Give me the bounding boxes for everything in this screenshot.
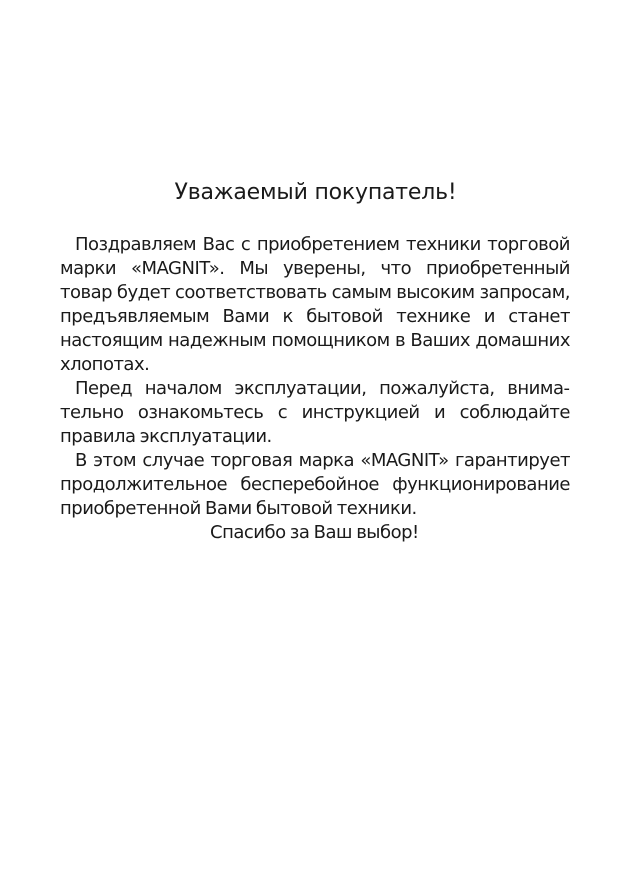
greeting-text xyxy=(60,233,570,545)
paragraph-instructions: Перед началом эксплуатации, пожалуйста, внимательно ознакомьтесь с инструкцией и соблюдайте правила эксплуатации. xyxy=(60,378,570,447)
paragraph-guarantee: В этом случае торговая марка «MAGNIT» гарантирует продолжительное бесперебойное функционирование приобретенной Вами бытовой техники. xyxy=(60,450,570,519)
closing-thanks: Спасибо за Ваш выбор! xyxy=(210,522,419,543)
page-title: Уважаемый покупатель! xyxy=(174,180,457,205)
paragraph-congratulations: Поздравляем Вас с приобретением техники торговой марки «MAGNIT». Мы уверены, что приобретенный товар будет соответствовать самым высоким запросам, предъявляемым Вами к бытовой технике и станет настоящим надежным помощником в Ваших домашних хлопотах. xyxy=(60,234,570,375)
